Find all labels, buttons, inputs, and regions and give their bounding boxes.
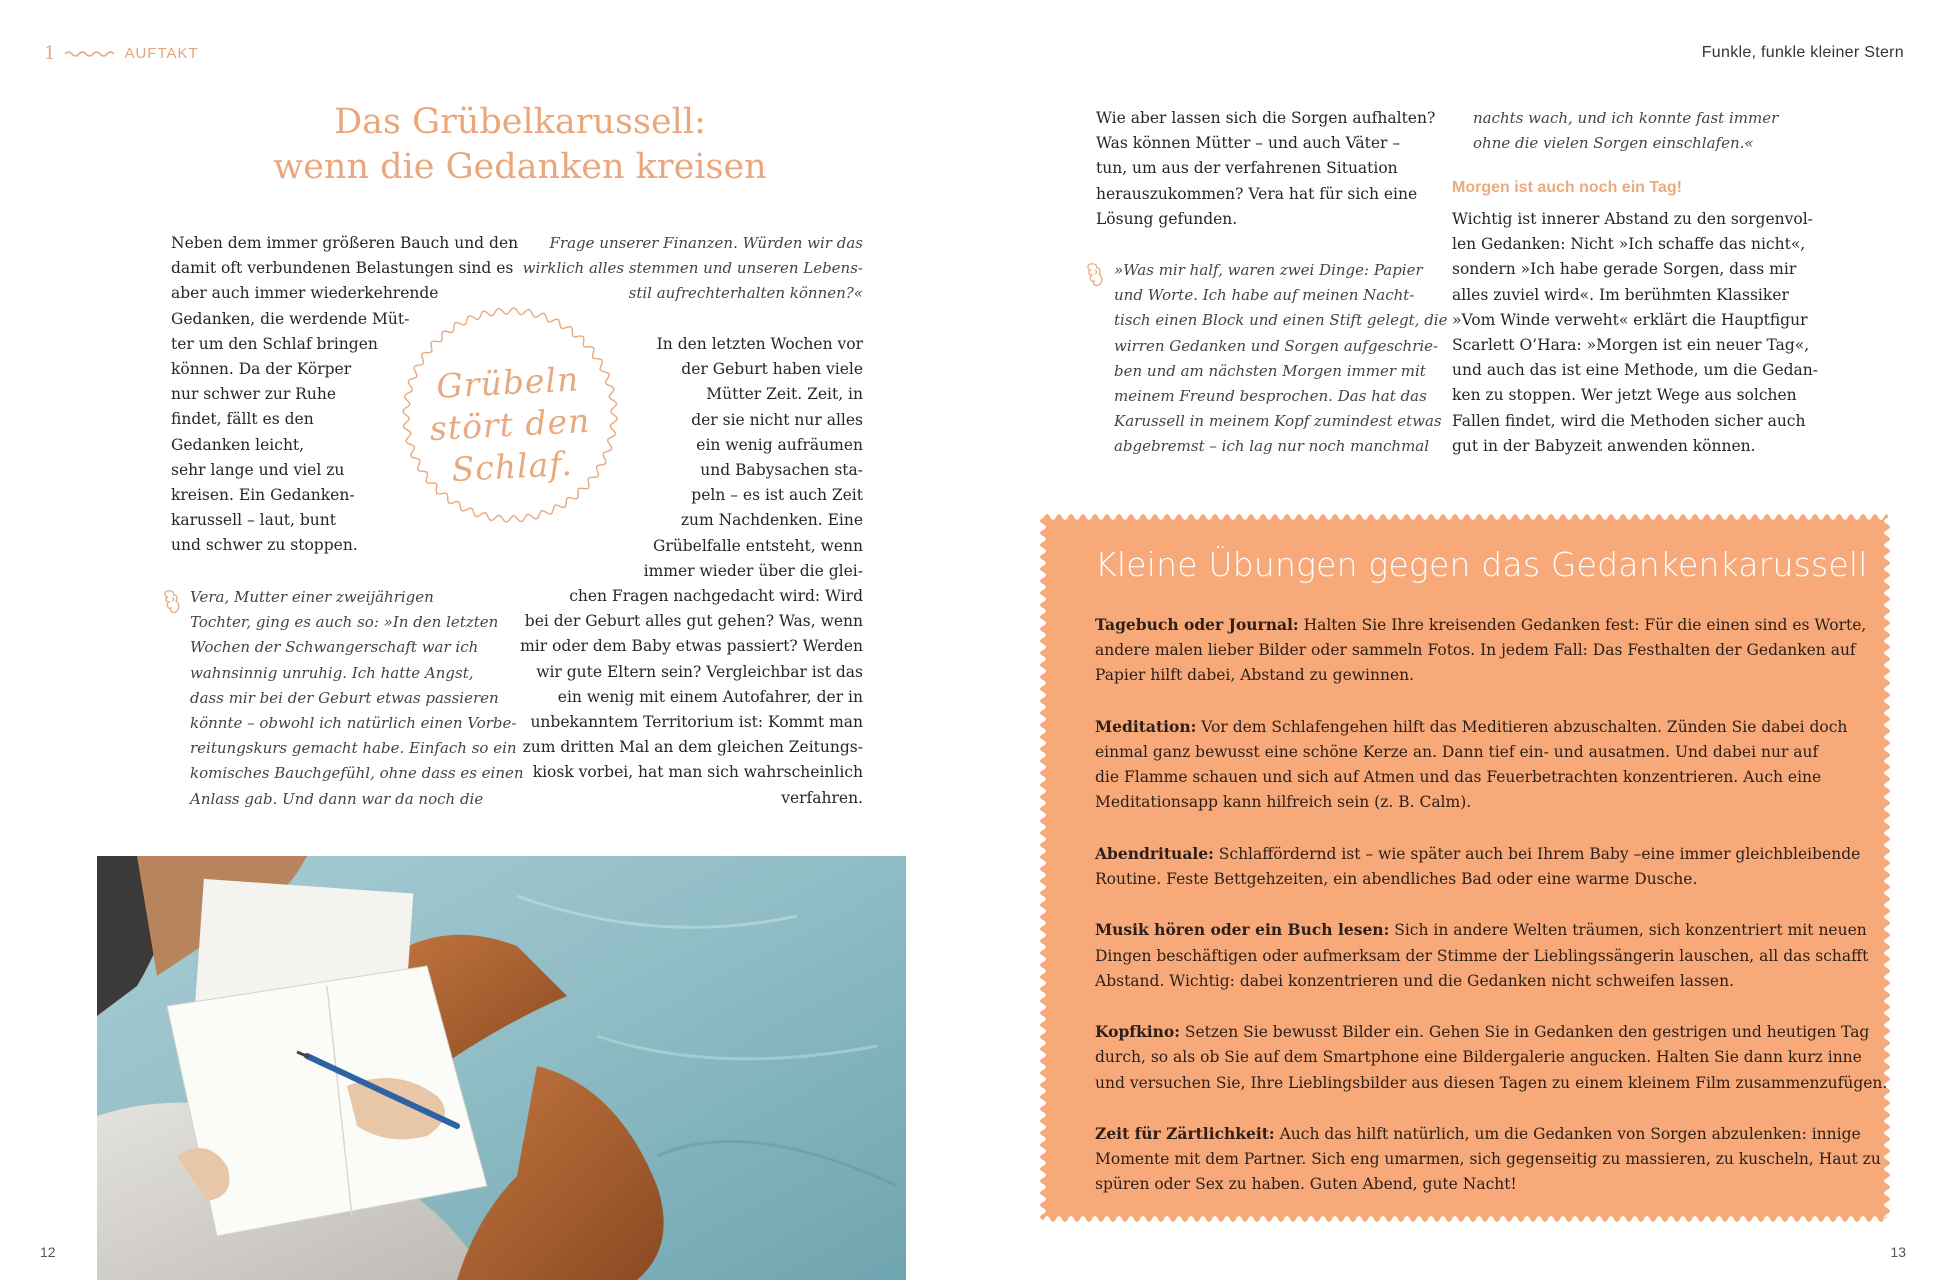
quote-line: könnte – obwohl ich natürlich einen Vorbe- bbox=[190, 714, 517, 733]
quote-line: reitungskurs gemacht habe. Einfach so ein bbox=[190, 739, 517, 758]
text-line: Wie aber lassen sich die Sorgen aufhalten? bbox=[1096, 109, 1436, 127]
text-line: Gedanken, die werdende Müt- bbox=[171, 309, 410, 328]
text-line: und auch das ist eine Methode, um die Gedan- bbox=[1452, 361, 1819, 380]
text-line: peln – es ist auch Zeit bbox=[691, 486, 863, 505]
quote-line: stil aufrechterhalten können?« bbox=[628, 284, 863, 303]
text-line: gut in der Babyzeit anwenden können. bbox=[1452, 436, 1756, 455]
hands-quote-icon bbox=[1085, 261, 1105, 289]
text-line: wir gute Eltern sein? Vergleichbar ist das bbox=[536, 662, 863, 681]
text-line: und schwer zu stoppen. bbox=[171, 536, 358, 555]
text-line: Mütter Zeit. Zeit, in bbox=[706, 385, 863, 404]
tip-label: Meditation: bbox=[1095, 716, 1197, 736]
text-line: ein wenig mit einem Autofahrer, der in bbox=[557, 687, 863, 706]
pull-quote-text bbox=[392, 356, 628, 494]
text-line: karussell – laut, bunt bbox=[171, 511, 337, 530]
quote-line: wirklich alles stemmen und unseren Lebens- bbox=[522, 259, 863, 278]
quote-line: Wochen der Schwangerschaft war ich bbox=[190, 638, 479, 657]
text-line: mir oder dem Baby etwas passiert? Werden bbox=[520, 637, 863, 656]
quote-line: nachts wach, und ich konnte fast immer bbox=[1473, 109, 1779, 127]
tip-item bbox=[1095, 714, 1855, 816]
quote-line: abgebremst – ich lag nur noch manchmal bbox=[1114, 437, 1430, 456]
tip-text: Sich in andere Welten träumen, sich konzentriert mit neuen bbox=[1389, 921, 1867, 940]
text-line: zum Nachdenken. Eine bbox=[680, 511, 863, 530]
text-line: Neben dem immer größeren Bauch und den bbox=[171, 234, 519, 252]
text-line: Lösung gefunden. bbox=[1096, 209, 1238, 228]
tip-line: spüren oder Sex zu haben. Guten Abend, gute Nacht! bbox=[1095, 1175, 1517, 1194]
text-line: ein wenig aufräumen bbox=[696, 435, 863, 454]
col3-quote bbox=[1114, 258, 1454, 460]
quote-line: dass mir bei der Geburt etwas passieren bbox=[190, 688, 499, 707]
tip-label: Tagebuch oder Journal: bbox=[1095, 615, 1299, 634]
quote-line: Vera, Mutter einer zweijährigen bbox=[190, 588, 434, 606]
text-line: aber auch immer wiederkehrende bbox=[171, 284, 439, 303]
tip-line: die Flamme schauen und sich auf Atmen und das Feuerbetrachten konzentrieren. Auch eine bbox=[1095, 768, 1822, 787]
tip-label: Kopfkino: bbox=[1095, 1022, 1180, 1042]
page-number-left: 12 bbox=[40, 1244, 56, 1260]
col3-paragraph bbox=[1096, 106, 1436, 232]
tip-line bbox=[1095, 714, 1855, 740]
text-line: zum dritten Mal an dem gleichen Zeitungs- bbox=[522, 738, 863, 757]
text-line: nur schwer zur Ruhe bbox=[171, 385, 336, 404]
col2-quote bbox=[520, 231, 863, 307]
text-line: »Vom Winde verweht« erklärt die Hauptfigur bbox=[1452, 310, 1808, 329]
text-line: tun, um aus der verfahrenen Situation bbox=[1096, 159, 1398, 178]
article-title-line: Das Grübelkarussell: bbox=[334, 102, 706, 142]
tip-item bbox=[1095, 1019, 1888, 1096]
text-line: alles zuviel wird«. Im berühmten Klassiker bbox=[1452, 285, 1789, 304]
running-header-left bbox=[44, 43, 199, 64]
tip-line: und versuchen Sie, Ihre Lieblingsbilder aus diesen Tagen zu einem kleinem Film zusammenzufügen. bbox=[1095, 1073, 1888, 1092]
pull-quote-line: stört den bbox=[428, 400, 592, 449]
tip-line bbox=[1095, 841, 1861, 867]
text-line: der Geburt haben viele bbox=[681, 360, 863, 379]
photo-writing-journal bbox=[97, 856, 906, 1280]
text-line: Scarlett O’Hara: »Morgen ist ein neuer Tag«, bbox=[1452, 336, 1810, 355]
quote-line: Karussell in meinem Kopf zumindest etwas bbox=[1114, 412, 1442, 431]
text-line: und Babysachen sta- bbox=[700, 461, 863, 480]
text-line: der sie nicht nur alles bbox=[691, 410, 863, 429]
article-title-line: wenn die Gedanken kreisen bbox=[273, 147, 767, 187]
hands-quote-icon bbox=[162, 588, 182, 616]
text-line: Grübelfalle entsteht, wenn bbox=[652, 536, 863, 555]
text-line: ken zu stoppen. Wer jetzt Wege aus solchen bbox=[1452, 386, 1797, 405]
page-number-right: 13 bbox=[1890, 1244, 1906, 1260]
tip-line: Momente mit dem Partner. Sich eng umarmen, sich gegenseitig zu massieren, zu kuscheln, Haut zu bbox=[1095, 1150, 1881, 1169]
col4-paragraph bbox=[1452, 207, 1819, 459]
quote-line: tisch einen Block und einen Stift gelegt, die bbox=[1114, 311, 1448, 330]
text-line: chen Fragen nachgedacht wird: Wird bbox=[569, 587, 863, 606]
quote-line: ben und am nächsten Morgen immer mit bbox=[1114, 361, 1426, 380]
tip-text: Setzen Sie bewusst Bilder ein. Gehen Sie in Gedanken den gestrigen und heutigen Tag bbox=[1179, 1023, 1870, 1042]
text-line: sehr lange und viel zu bbox=[171, 460, 345, 479]
text-line: können. Da der Körper bbox=[171, 360, 352, 379]
tip-text: Vor dem Schlafengehen hilft das Meditieren abzuschalten. Zünden Sie dabei doch bbox=[1196, 717, 1848, 736]
chapter-number: 1 bbox=[44, 43, 57, 64]
tips-box-body bbox=[1095, 612, 1888, 1223]
quote-line: wahnsinnig unruhig. Ich hatte Angst, bbox=[190, 663, 474, 682]
tip-text: Halten Sie Ihre kreisenden Gedanken fest: Für die einen sind es Worte, bbox=[1298, 616, 1867, 634]
quote-line: wirren Gedanken und Sorgen aufgeschrie- bbox=[1114, 336, 1439, 355]
quote-line: komisches Bauchgefühl, ohne dass es einen bbox=[190, 764, 524, 783]
tip-line: Meditationsapp kann hilfreich sein (z. B. Calm). bbox=[1095, 793, 1472, 812]
tips-box-title: Kleine Übungen gegen das Gedankenkarussell bbox=[1095, 545, 1868, 584]
photo-illustration bbox=[97, 856, 906, 1280]
text-line: herauszukommen? Vera hat für sich eine bbox=[1096, 184, 1418, 203]
text-line: Wichtig ist innerer Abstand zu den sorgenvol- bbox=[1452, 210, 1813, 228]
quote-line: »Was mir half, waren zwei Dinge: Papier bbox=[1114, 261, 1423, 279]
tip-line: einmal ganz bewusst eine schöne Kerze an. Dann tief ein- und ausatmen. Und dabei nur auf bbox=[1095, 743, 1819, 761]
tip-item bbox=[1095, 1121, 1881, 1198]
running-title: Funkle, funkle kleiner Stern bbox=[1701, 44, 1904, 61]
text-line: unbekanntem Territorium ist: Kommt man bbox=[530, 713, 863, 732]
tip-line bbox=[1095, 612, 1867, 638]
text-line: kiosk vorbei, hat man sich wahrscheinlich bbox=[532, 763, 863, 782]
text-line: In den letzten Wochen vor bbox=[656, 335, 863, 353]
col4-quote bbox=[1473, 106, 1813, 156]
text-line: verfahren. bbox=[781, 788, 863, 807]
quote-line: Frage unserer Finanzen. Würden wir das bbox=[549, 234, 863, 252]
pull-quote bbox=[395, 300, 625, 530]
text-line: ter um den Schlaf bringen bbox=[171, 334, 378, 353]
quote-line: meinem Freund besprochen. Das hat das bbox=[1114, 387, 1427, 406]
quote-line: ohne die vielen Sorgen einschlafen.« bbox=[1473, 134, 1754, 153]
tip-item bbox=[1095, 612, 1867, 689]
tip-label: Musik hören oder ein Buch lesen: bbox=[1095, 920, 1390, 940]
quote-line: Tochter, ging es auch so: »In den letzten bbox=[190, 613, 499, 632]
wave-ornament-icon bbox=[64, 49, 116, 59]
tip-label: Zeit für Zärtlichkeit: bbox=[1095, 1123, 1275, 1143]
tip-line bbox=[1095, 917, 1867, 943]
tip-text: Schlaffördernd ist – wie später auch bei Ihrem Baby –eine immer gleichbleibende bbox=[1213, 844, 1861, 863]
text-line: Fallen findet, wird die Methoden sicher auch bbox=[1452, 411, 1806, 430]
pull-quote-line: Schlaf. bbox=[450, 443, 574, 490]
tip-line: Routine. Feste Bettgehzeiten, ein abendliches Bad oder eine warme Dusche. bbox=[1095, 870, 1698, 888]
col1-quote bbox=[190, 585, 524, 812]
text-line: findet, fällt es den bbox=[171, 410, 314, 429]
text-line: Gedanken leicht, bbox=[171, 435, 305, 454]
text-line: kreisen. Ein Gedanken- bbox=[171, 486, 355, 505]
tip-label: Abendrituale: bbox=[1095, 843, 1214, 863]
tip-line: Abstand. Wichtig: dabei konzentrieren und die Gedanken nicht schweifen lassen. bbox=[1095, 971, 1735, 990]
tip-text: Auch das hilft natürlich, um die Gedanken von Sorgen abzulenken: innige bbox=[1274, 1124, 1861, 1143]
text-line: bei der Geburt alles gut gehen? Was, wenn bbox=[524, 612, 863, 631]
pull-quote-line: Grübeln bbox=[435, 359, 581, 406]
tip-line: andere malen lieber Bilder oder sammeln Fotos. In jedem Fall: Das Festhalten der Gedanken auf bbox=[1095, 641, 1856, 660]
text-line: damit oft verbundenen Belastungen sind es bbox=[171, 259, 514, 278]
text-line: len Gedanken: Nicht »Ich schaffe das nicht«, bbox=[1452, 235, 1806, 254]
tip-line bbox=[1095, 1019, 1870, 1045]
tip-line bbox=[1095, 1121, 1861, 1147]
quote-line: und Worte. Ich habe auf meinen Nacht- bbox=[1114, 286, 1415, 305]
article-title bbox=[270, 100, 770, 190]
tip-line: durch, so als ob Sie auf dem Smartphone eine Bildergalerie angucken. Halten Sie dann kurz inne bbox=[1095, 1048, 1862, 1067]
text-line: sondern »Ich habe gerade Sorgen, dass mir bbox=[1452, 260, 1797, 279]
tip-line: Papier hilft dabei, Abstand zu gewinnen. bbox=[1095, 666, 1415, 685]
tip-item bbox=[1095, 917, 1869, 994]
chapter-label: AUFTAKT bbox=[124, 45, 199, 62]
tip-line: Dingen beschäftigen oder aufmerksam der Stimme der Lieblingssängerin lauschen, all das schafft bbox=[1095, 946, 1869, 965]
text-line: Was können Mütter – und auch Väter – bbox=[1096, 134, 1401, 153]
tip-item bbox=[1095, 841, 1861, 892]
text-line: immer wieder über die glei- bbox=[643, 561, 863, 580]
quote-line: Anlass gab. Und dann war da noch die bbox=[190, 789, 484, 808]
col4-subheading: Morgen ist auch noch ein Tag! bbox=[1452, 179, 1682, 196]
